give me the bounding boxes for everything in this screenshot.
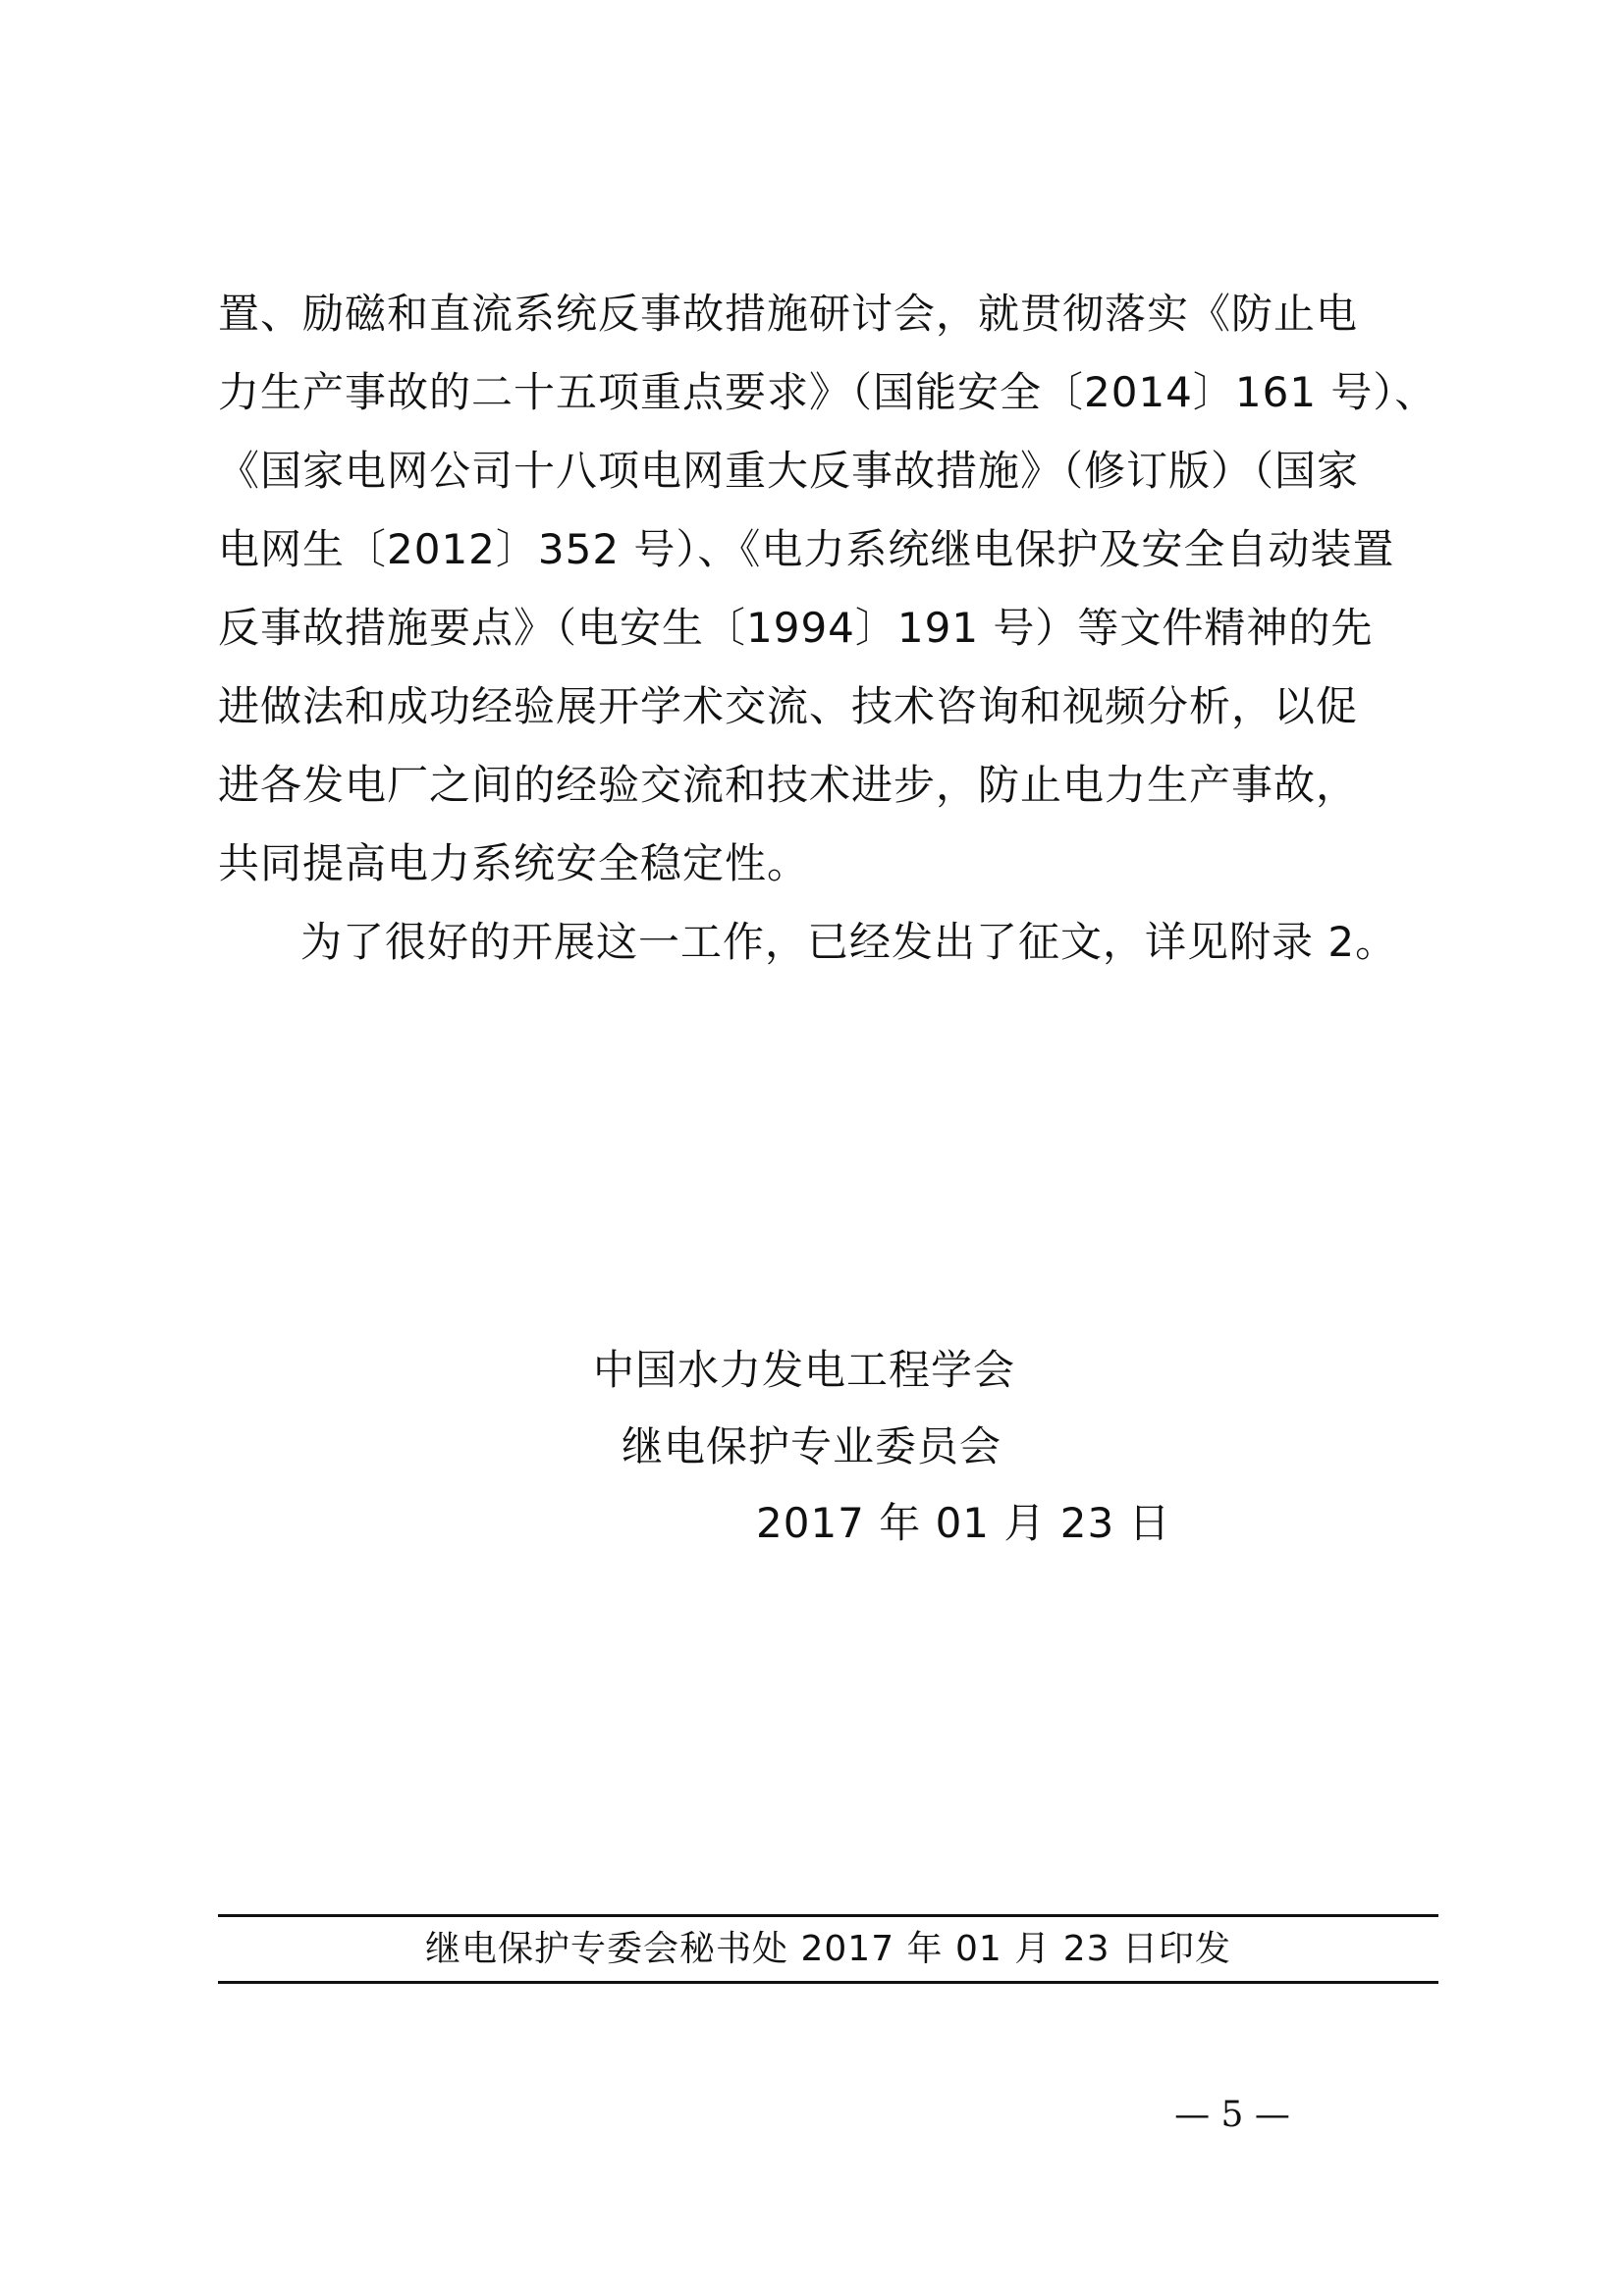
body-line-3: 《国家电网公司十八项电网重大反事故措施》（修订版）（国家 xyxy=(218,447,1360,495)
second-paragraph: 为了很好的开展这一工作，已经发出了征文，详见附录 2。 xyxy=(300,918,1398,966)
body-text xyxy=(218,275,1440,982)
footer-issue-note: 继电保护专委会秘书处 2017 年 01 月 23 日印发 xyxy=(425,1929,1231,1969)
footer-top-rule xyxy=(218,1914,1438,1917)
page-number: — 5 — xyxy=(1174,2095,1290,2135)
body-line-2: 力生产事故的二十五项重点要求》（国能安全〔2014〕161 号）、 xyxy=(218,368,1437,416)
signature-committee: 继电保护专业委员会 xyxy=(622,1422,1002,1470)
body-line-1: 置、励磁和直流系统反事故措施研讨会，就贯彻落实《防止电 xyxy=(218,290,1359,338)
body-line-4: 电网生〔2012〕352 号）、《电力系统继电保护及安全自动装置 xyxy=(218,525,1395,573)
footer-bottom-rule xyxy=(218,1981,1438,1984)
body-line-8: 共同提高电力系统安全稳定性。 xyxy=(218,839,810,887)
body-line-7: 进各发电厂之间的经验交流和技术进步，防止电力生产事故， xyxy=(218,761,1359,809)
body-line-5: 反事故措施要点》（电安生〔1994〕191 号）等文件精神的先 xyxy=(218,604,1374,652)
signature-organization: 中国水力发电工程学会 xyxy=(593,1346,1016,1394)
signature-date: 2017 年 01 月 23 日 xyxy=(756,1499,1171,1547)
body-line-6: 进做法和成功经验展开学术交流、技术咨询和视频分析，以促 xyxy=(218,682,1359,730)
